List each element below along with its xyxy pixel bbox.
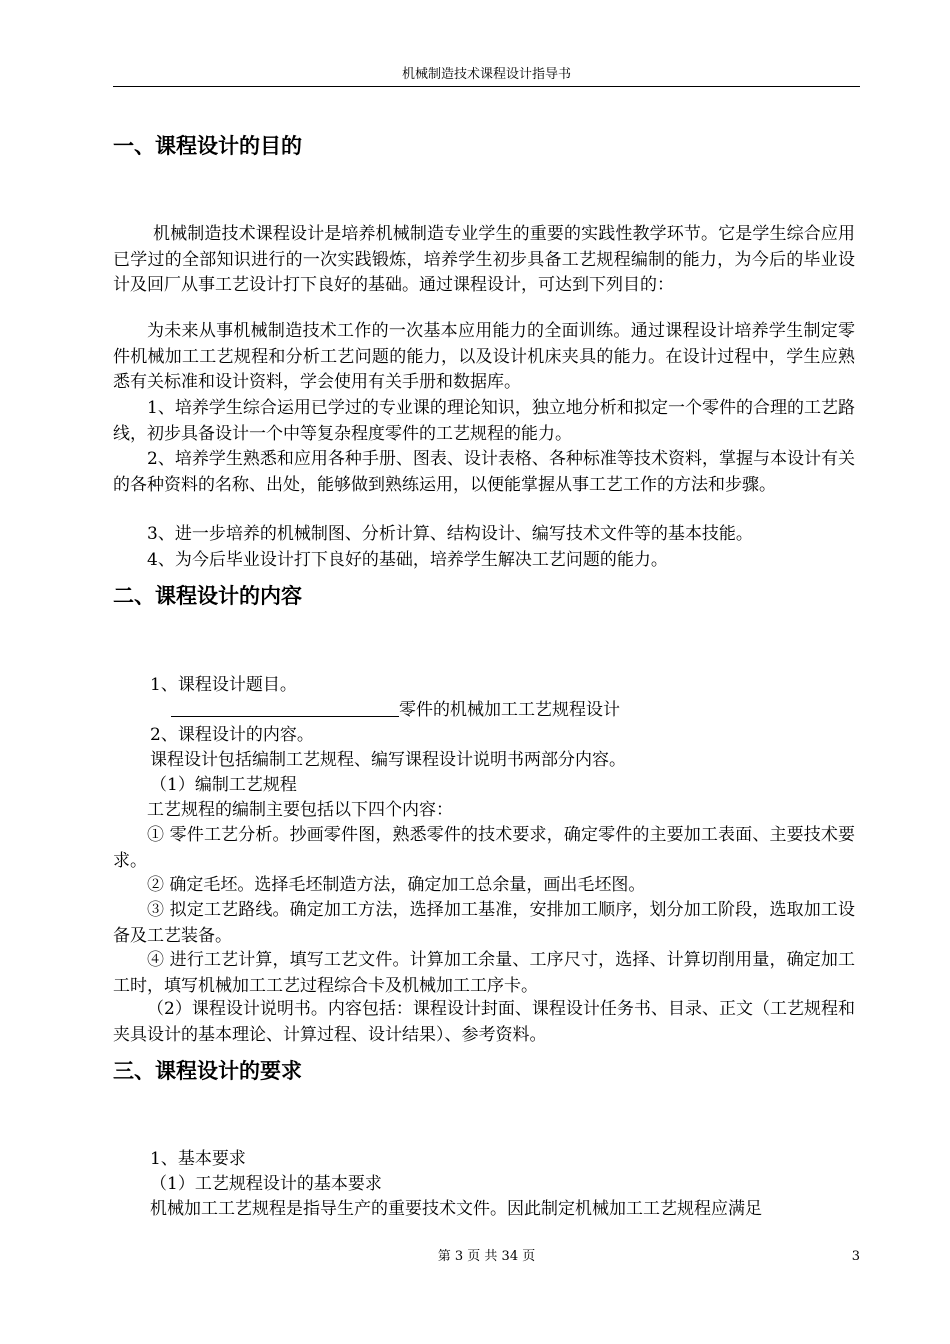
paragraph: 机械制造技术课程设计是培养机械制造专业学生的重要的实践性教学环节。它是学生综合应用已学过的全部知识进行的一次实践锻炼，培养学生初步具备工艺规程编制的能力，为今后的毕业设计及回厂从事工艺设计打下良好的基础。通过课程设计，可达到下列目的： bbox=[113, 224, 855, 295]
subheading: （1）工艺规程设计的基本要求 bbox=[150, 1174, 382, 1194]
list-item: 1、基本要求 bbox=[150, 1149, 246, 1169]
list-item: ③ 拟定工艺路线。确定加工方法，选择加工基准，安排加工顺序，划分加工阶段，选取加工设备及工艺装备。 bbox=[113, 900, 855, 946]
subheading: （1）编制工艺规程 bbox=[150, 775, 297, 795]
paragraph: 机械加工工艺规程是指导生产的重要技术文件。因此制定机械加工工艺规程应满足 bbox=[150, 1199, 762, 1219]
page-number: 3 bbox=[851, 1249, 860, 1264]
subheading: （2）课程设计说明书。内容包括：课程设计封面、课程设计任务书、目录、正文（工艺规程和夹具设计的基本理论、计算过程、设计结果）、参考资料。 bbox=[113, 999, 855, 1045]
section-heading-requirements: 三、课程设计的要求 bbox=[113, 1059, 302, 1083]
section-heading-content: 二、课程设计的内容 bbox=[113, 584, 302, 608]
list-item: 1、培养学生综合运用已学过的专业课的理论知识，独立地分析和拟定一个零件的合理的工艺路线，初步具备设计一个中等复杂程度零件的工艺规程的能力。 bbox=[113, 398, 855, 444]
design-title-suffix: 零件的机械加工工艺规程设计 bbox=[399, 700, 620, 720]
page-header: 机械制造技术课程设计指导书 bbox=[113, 66, 860, 87]
list-item: 3、进一步培养的机械制图、分析计算、结构设计、编写技术文件等的基本技能。 bbox=[147, 524, 753, 544]
paragraph: 为未来从事机械制造技术工作的一次基本应用能力的全面训练。通过课程设计培养学生制定零件机械加工工艺规程和分析工艺问题的能力，以及设计机床夹具的能力。在设计过程中，学生应熟悉有关标准和设计资料，学会使用有关手册和数据库。 bbox=[113, 321, 855, 392]
section-heading-purpose: 一、课程设计的目的 bbox=[113, 134, 302, 158]
design-title-line bbox=[113, 698, 855, 724]
list-item: 1、课程设计题目。 bbox=[150, 675, 297, 695]
paragraph: 课程设计包括编制工艺规程、编写课程设计说明书两部分内容。 bbox=[150, 750, 626, 770]
list-item: 2、培养学生熟悉和应用各种手册、图表、设计表格、各种标准等技术资料，掌握与本设计有关的各种资料的名称、出处，能够做到熟练运用，以便能掌握从事工艺工作的方法和步骤。 bbox=[113, 449, 855, 495]
list-item: ② 确定毛坯。选择毛坯制造方法，确定加工总余量，画出毛坯图。 bbox=[147, 875, 646, 895]
list-item: 2、课程设计的内容。 bbox=[150, 725, 314, 745]
list-item: ④ 进行工艺计算，填写工艺文件。计算加工余量、工序尺寸，选择、计算切削用量，确定加工工时，填写机械加工工艺过程综合卡及机械加工工序卡。 bbox=[113, 950, 855, 996]
list-item: 4、为今后毕业设计打下良好的基础，培养学生解决工艺问题的能力。 bbox=[147, 550, 668, 570]
title-blank-field bbox=[171, 698, 399, 717]
list-item: ① 零件工艺分析。抄画零件图，熟悉零件的技术要求，确定零件的主要加工表面、主要技术要求。 bbox=[113, 825, 855, 871]
page-count: 第 3 页 共 34 页 bbox=[437, 1249, 536, 1264]
paragraph: 工艺规程的编制主要包括以下四个内容： bbox=[147, 800, 453, 820]
